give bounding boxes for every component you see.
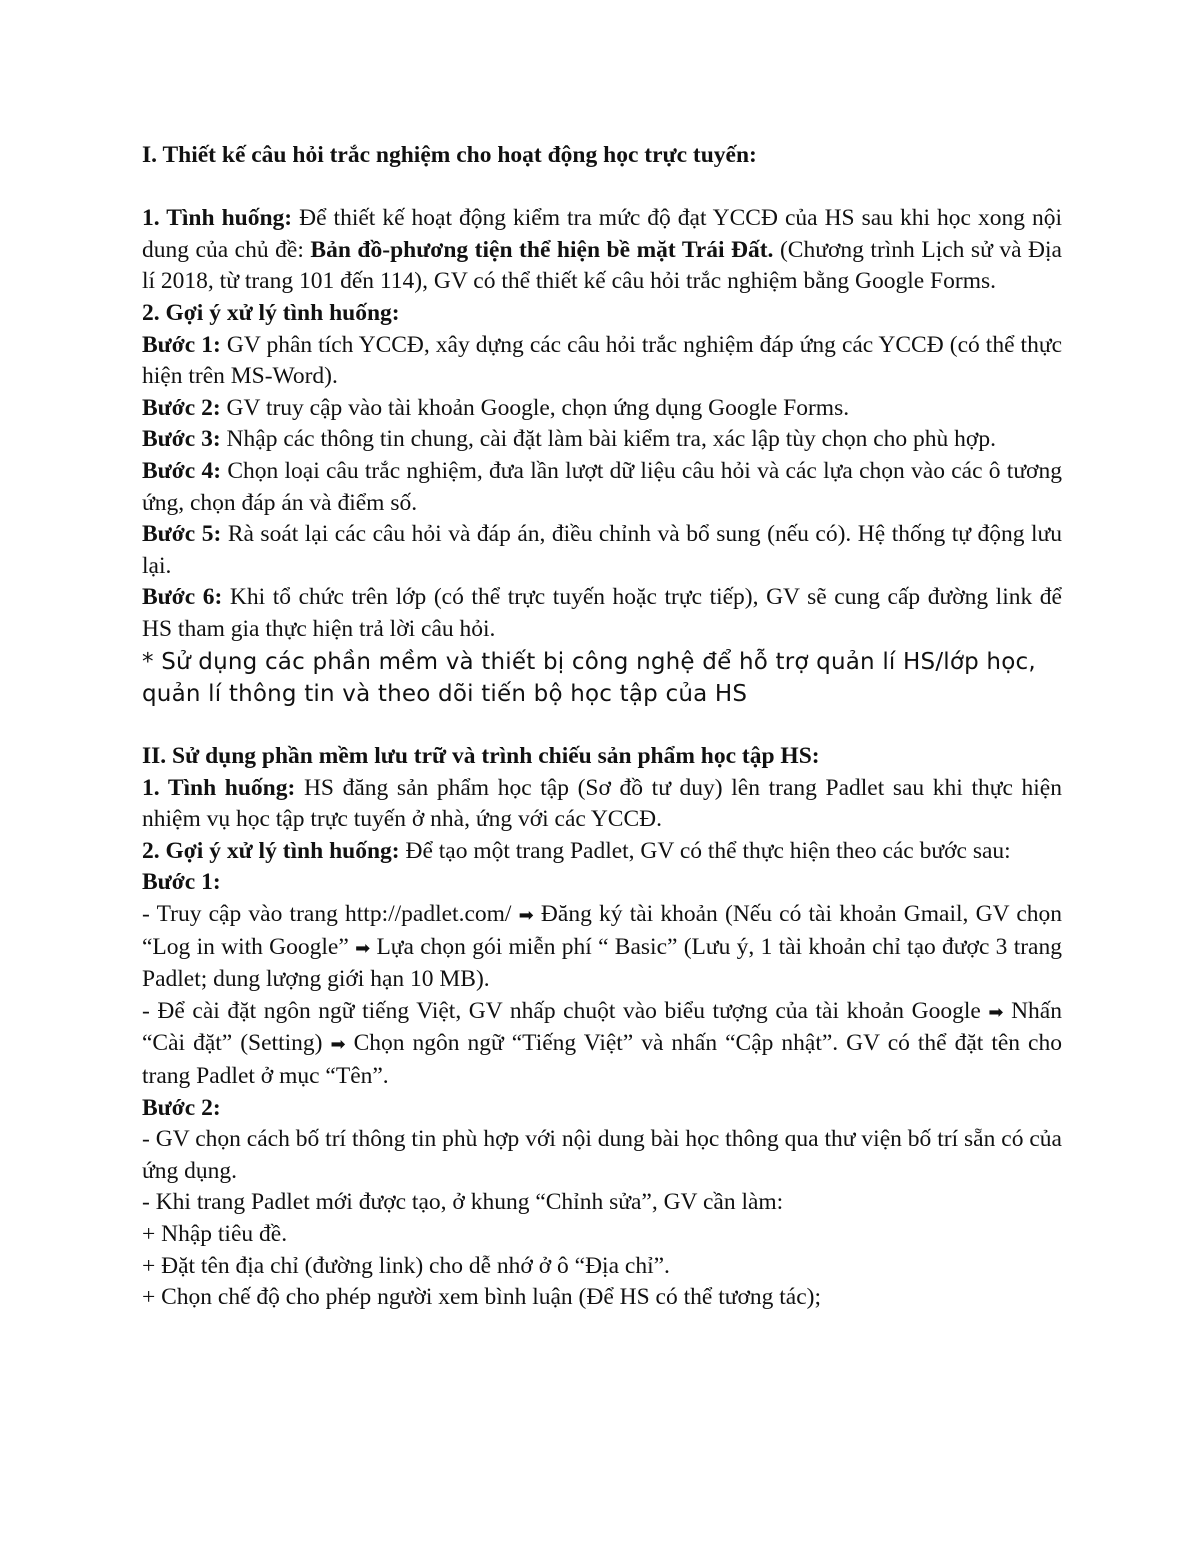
step-item [142,393,1062,425]
step-1-line-register: - Truy cập vào trang http://padlet.com/ ➡ Đăng ký tài khoản (Nếu có tài khoản Gmail, GV chọn “Log in with Google” ➡ Lựa chọn gói miễn phí “ Basic” (Lưu ý, 1 tài khoản chỉ tạo được 3 trang Padlet; dung lượng giới hạn 10 MB). [142,901,1062,993]
section-2-heading: II. Sử dụng phần mềm lưu trữ và trình chiếu sản phẩm học tập HS: [142,743,820,770]
section-1-guide-label: 2. Gợi ý xử lý tình huống: [142,299,400,326]
step-1-line-language: - Để cài đặt ngôn ngữ tiếng Việt, GV nhấp chuột vào biểu tượng của tài khoản Google ➡ Nhấn “Cài đặt” (Setting) ➡ Chọn ngôn ngữ “Tiếng Việt” và nhấn “Cập nhật”. GV có thể đặt tên cho trang Padlet ở mục “Tên”. [142,997,1062,1090]
document-page [142,140,1062,1314]
step-label: Bước 5: [142,521,222,548]
step-text: GV truy cập vào tài khoản Google, chọn ứng dụng Google Forms. [220,394,850,421]
right-arrow-icon: ➡ [355,937,371,959]
right-arrow-icon: ➡ [518,905,534,927]
step-label: Bước 3: [142,426,221,453]
step-2-line: + Nhập tiêu đề. [142,1221,288,1247]
situation-text: HS đăng sản phẩm học tập (Sơ đồ tư duy) lên trang Padlet sau khi thực hiện nhiệm vụ học tập trực tuyến ở nhà, ứng với các YCCĐ. [142,774,1062,833]
situation-tail: (Chương trình Lịch sử và Địa lí 2018, từ trang 101 đến 114), GV có thể thiết kế câu hỏi trắc nghiệm bằng Google Forms. [142,236,1062,295]
situation-label: 1. Tình huống: [142,774,296,801]
section-2-guide [142,836,1062,868]
step-item [142,330,1062,393]
section-2-situation [142,773,1062,836]
guide-label: 2. Gợi ý xử lý tình huống: [142,837,400,864]
step-item [142,582,1062,645]
step-text: Rà soát lại các câu hỏi và đáp án, điều chỉnh và bổ sung (nếu có). Hệ thống tự động lưu lại. [142,521,1063,579]
step-label: Bước 4: [142,457,222,484]
step-2-line: + Đặt tên địa chỉ (đường link) cho dễ nhớ ở ô “Địa chỉ”. [142,1252,670,1279]
step-label: Bước 1: [142,331,221,358]
blank-line [142,710,1062,742]
step-text: GV phân tích YCCĐ, xây dựng các câu hỏi trắc nghiệm đáp ứng các YCCĐ (có thể thực hiện trên MS-Word). [142,331,1062,390]
right-arrow-icon: ➡ [330,1034,346,1056]
section-1-situation [142,203,1062,298]
step-2-label: Bước 2: [142,1094,221,1121]
situation-label: 1. Tình huống: [142,205,293,232]
step-label: Bước 6: [142,584,223,611]
situation-text: Để thiết kế hoạt động kiểm tra mức độ đạt YCCĐ của HS sau khi học xong nội dung của chủ đề: [142,205,1062,263]
blank-line [142,172,1062,204]
step-item [142,519,1062,582]
step-text: Nhập các thông tin chung, cài đặt làm bài kiểm tra, xác lập tùy chọn cho phù hợp. [220,426,996,453]
step-1-label: Bước 1: [142,869,221,896]
guide-text: Để tạo một trang Padlet, GV có thể thực hiện theo các bước sau: [399,837,1011,864]
step-item [142,424,1062,456]
step-item [142,456,1062,519]
situation-topic: Bản đồ-phương tiện thể hiện bề mặt Trái Đất. [310,236,774,263]
step-2-line: - GV chọn cách bố trí thông tin phù hợp với nội dung bài học thông qua thư viện bố trí sẵn có của ứng dụng. [142,1126,1062,1184]
step-text: Khi tổ chức trên lớp (có thể trực tuyến hoặc trực tiếp), GV sẽ cung cấp đường link để HS tham gia thực hiện trả lời câu hỏi. [142,584,1062,642]
right-arrow-icon: ➡ [988,1001,1004,1023]
step-2-line: - Khi trang Padlet mới được tạo, ở khung “Chỉnh sửa”, GV cần làm: [142,1189,784,1216]
step-text: Chọn loại câu trắc nghiệm, đưa lần lượt dữ liệu câu hỏi và các lựa chọn vào các ô tương ứng, chọn đáp án và điểm số. [142,457,1062,516]
step-label: Bước 2: [142,394,221,421]
technology-note: * Sử dụng các phần mềm và thiết bị công nghệ để hỗ trợ quản lí HS/lớp học, quản lí thông tin và theo dõi tiến bộ học tập của HS [142,648,1036,707]
step-2-line: + Chọn chế độ cho phép người xem bình luận (Để HS có thể tương tác); [142,1284,822,1311]
section-1-heading: I. Thiết kế câu hỏi trắc nghiệm cho hoạt động học trực tuyến: [142,142,757,168]
